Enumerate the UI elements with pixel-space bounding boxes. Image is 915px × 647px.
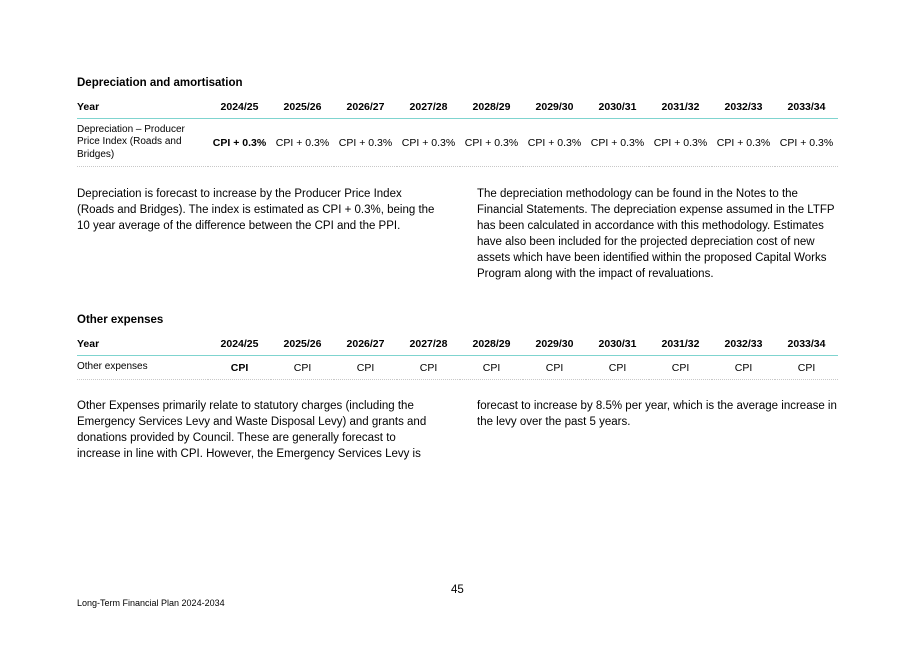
table-cell: CPI + 0.3% (775, 119, 838, 167)
year-column-header: 2025/26 (271, 96, 334, 119)
other-expenses-section-title: Other expenses (77, 314, 164, 326)
year-column-header: 2030/31 (586, 333, 649, 356)
table-header-row (77, 96, 838, 119)
year-column-header: 2028/29 (460, 96, 523, 119)
table-header-row (77, 333, 838, 356)
depreciation-paragraph-left: Depreciation is forecast to increase by the Producer Price Index (Roads and Bridges). The index is estimated as CPI + 0.3%, being the 10 year average of the difference between the CPI and the PPI. (77, 188, 435, 232)
table-cell: CPI + 0.3% (208, 119, 271, 167)
table-cell: CPI (586, 356, 649, 380)
table-cell: CPI (523, 356, 586, 380)
year-column-header: 2027/28 (397, 96, 460, 119)
year-column-header: 2024/25 (208, 96, 271, 119)
year-column-header: 2032/33 (712, 333, 775, 356)
year-column-header: 2033/34 (775, 333, 838, 356)
table-cell: CPI + 0.3% (397, 119, 460, 167)
year-column-header: 2025/26 (271, 333, 334, 356)
other-expenses-paragraph-right: forecast to increase by 8.5% per year, which is the average increase in the levy over the past 5 years. (477, 400, 837, 428)
table-cell: CPI + 0.3% (649, 119, 712, 167)
year-header: Year (77, 96, 208, 119)
table-cell: CPI (460, 356, 523, 380)
depreciation-table (77, 96, 838, 167)
table-row (77, 356, 838, 380)
depreciation-section-title: Depreciation and amortisation (77, 77, 243, 89)
row-label: Depreciation – Producer Price Index (Roads and Bridges) (77, 119, 208, 167)
other-expenses-paragraph-left: Other Expenses primarily relate to statutory charges (including the Emergency Services Levy and Waste Disposal Levy) and grants and donations provided by Council. These are generally forecast to increase in line with CPI. However, the Emergency Services Levy is (77, 400, 427, 460)
table-cell: CPI (649, 356, 712, 380)
year-column-header: 2031/32 (649, 96, 712, 119)
year-column-header: 2029/30 (523, 96, 586, 119)
year-column-header: 2027/28 (397, 333, 460, 356)
document-footer: Long-Term Financial Plan 2024-2034 (77, 598, 225, 608)
year-column-header: 2033/34 (775, 96, 838, 119)
table-cell: CPI (271, 356, 334, 380)
table-cell: CPI + 0.3% (586, 119, 649, 167)
year-header: Year (77, 333, 208, 356)
table-cell: CPI + 0.3% (271, 119, 334, 167)
year-column-header: 2026/27 (334, 333, 397, 356)
table-cell: CPI + 0.3% (712, 119, 775, 167)
table-row (77, 119, 838, 167)
row-label: Other expenses (77, 356, 208, 380)
table-cell: CPI (397, 356, 460, 380)
year-column-header: 2024/25 (208, 333, 271, 356)
year-column-header: 2030/31 (586, 96, 649, 119)
year-column-header: 2032/33 (712, 96, 775, 119)
table-cell: CPI (208, 356, 271, 380)
table-cell: CPI (775, 356, 838, 380)
year-column-header: 2029/30 (523, 333, 586, 356)
year-column-header: 2031/32 (649, 333, 712, 356)
year-column-header: 2028/29 (460, 333, 523, 356)
other-expenses-table (77, 333, 838, 380)
page-number: 45 (451, 584, 464, 596)
depreciation-paragraph-right: The depreciation methodology can be found in the Notes to the Financial Statements. The depreciation expense assumed in the LTFP has been calculated in accordance with this methodology. Estimates have also been included for the projected depreciation cost of new assets which have been identified within the proposed Capital Works Program along with the impact of revaluations. (477, 188, 835, 280)
year-column-header: 2026/27 (334, 96, 397, 119)
table-cell: CPI + 0.3% (523, 119, 586, 167)
table-cell: CPI (334, 356, 397, 380)
table-cell: CPI (712, 356, 775, 380)
table-cell: CPI + 0.3% (334, 119, 397, 167)
table-cell: CPI + 0.3% (460, 119, 523, 167)
